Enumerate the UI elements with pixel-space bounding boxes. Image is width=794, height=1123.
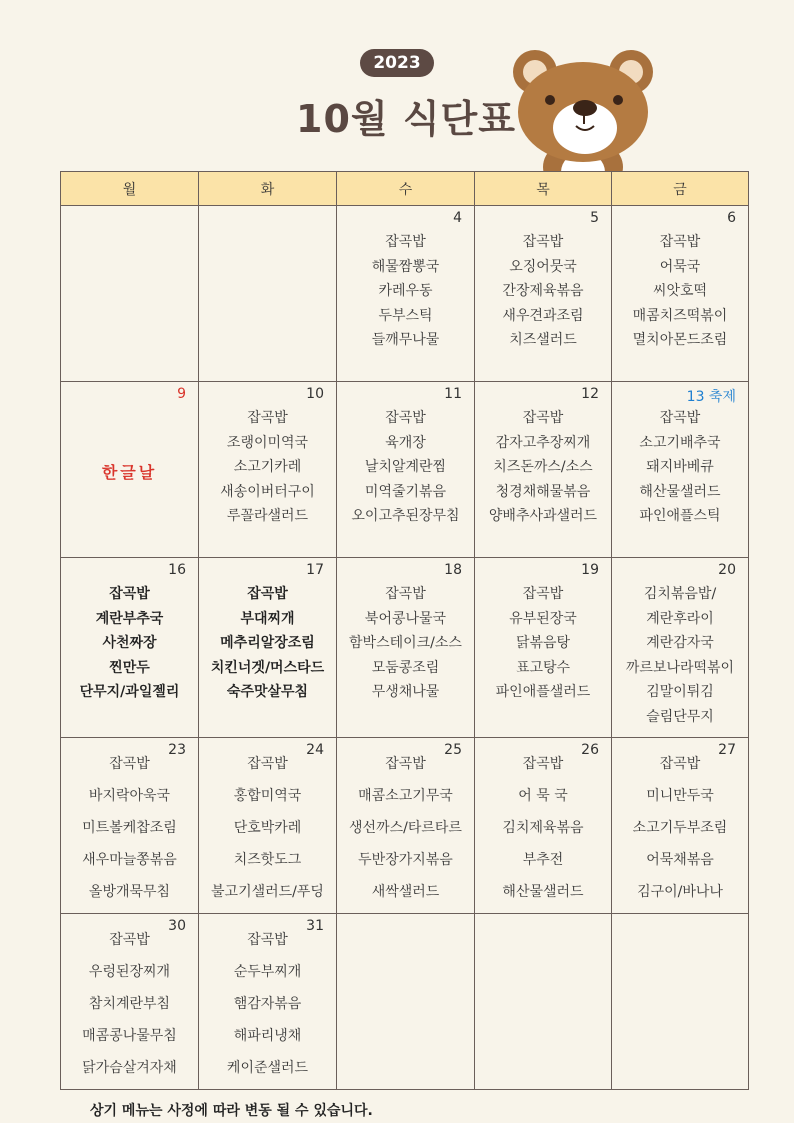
weekday-fri: 금 — [612, 172, 749, 206]
day-number: 9 — [177, 386, 186, 402]
menu-item: 해파리냉채 — [233, 1028, 302, 1044]
menu-list — [337, 382, 474, 529]
day-number: 12 — [581, 386, 599, 402]
menu-list — [199, 206, 336, 230]
menu-list — [337, 914, 474, 924]
menu-item: 숙주맛살무침 — [226, 684, 309, 700]
menu-item: 잡곡밥 — [522, 234, 564, 250]
menu-item: 치즈샐러드 — [509, 332, 577, 348]
menu-list — [475, 382, 611, 529]
menu-item: 매콤소고기무국 — [358, 788, 453, 804]
menu-list — [199, 382, 336, 529]
menu-item: 잡곡밥 — [247, 756, 288, 772]
day-number: 5 — [590, 210, 599, 226]
menu-item: 사천짜장 — [102, 635, 157, 651]
day-cell — [61, 206, 199, 382]
day-cell — [475, 206, 612, 382]
menu-item: 양배추사과샐러드 — [488, 508, 598, 524]
menu-item: 날치알계란찜 — [364, 459, 447, 475]
day-number: 16 — [168, 562, 186, 578]
menu-item: 새우견과조림 — [502, 307, 584, 324]
day-cell — [61, 738, 199, 914]
day-cell — [337, 382, 475, 558]
menu-item: 메추리알장조림 — [220, 635, 315, 651]
day-cell — [612, 206, 749, 382]
menu-item: 소고기배추국 — [639, 434, 721, 451]
day-number: 24 — [306, 742, 324, 758]
day-cell — [199, 206, 337, 382]
day-cell — [337, 206, 475, 382]
menu-item: 계란부추국 — [95, 610, 164, 627]
day-cell — [61, 914, 199, 1090]
week-row — [61, 914, 749, 1090]
day-cell — [199, 558, 337, 738]
menu-item: 유부된장국 — [509, 610, 577, 627]
week-row — [61, 738, 749, 914]
day-number: 13 축제 — [686, 389, 736, 405]
day-number: 31 — [306, 918, 324, 934]
menu-item: 미니만두국 — [646, 788, 714, 804]
menu-item: 까르보나라떡볶이 — [625, 659, 735, 676]
day-cell — [475, 914, 612, 1090]
day-number: 6 — [727, 210, 736, 226]
menu-item: 매콤치즈떡볶이 — [632, 307, 728, 324]
menu-item: 간장제육볶음 — [502, 283, 584, 299]
menu-item: 김치제육볶음 — [502, 820, 584, 836]
menu-item: 잡곡밥 — [247, 586, 288, 602]
menu-item: 해산물샐러드 — [502, 884, 584, 900]
menu-item: 찐만두 — [109, 659, 150, 676]
menu-list — [337, 206, 474, 353]
menu-item: 감자고추장찌개 — [495, 434, 591, 451]
menu-item: 북어콩나물국 — [364, 610, 447, 627]
day-number: 10 — [306, 386, 324, 402]
page-title: 10월 식단표 — [296, 97, 516, 141]
menu-item: 김치볶음밥/ — [643, 586, 717, 602]
day-number: 19 — [581, 562, 599, 578]
day-number: 23 — [168, 742, 186, 758]
menu-item: 참치계란부침 — [88, 996, 171, 1012]
menu-list — [61, 206, 198, 230]
menu-item: 어 묵 국 — [518, 788, 568, 804]
menu-item: 생선까스/타르타르 — [349, 820, 462, 836]
menu-item: 햄감자볶음 — [233, 996, 302, 1012]
menu-item: 소고기카레 — [233, 459, 302, 475]
menu-item: 계란감자국 — [646, 635, 714, 651]
menu-item: 조랭이미역국 — [226, 434, 309, 451]
menu-item: 순두부찌개 — [233, 964, 302, 980]
menu-list — [61, 558, 198, 705]
weekday-header-row — [61, 172, 749, 206]
menu-item: 무생채나물 — [371, 684, 440, 700]
day-cell — [199, 382, 337, 558]
menu-item: 잡곡밥 — [659, 234, 701, 250]
day-number: 30 — [168, 918, 186, 934]
menu-item: 잡곡밥 — [109, 756, 150, 772]
day-number: 4 — [453, 210, 462, 226]
menu-item: 닭볶음탕 — [515, 635, 571, 651]
day-cell — [61, 382, 199, 558]
day-number: 17 — [306, 562, 324, 578]
menu-item: 돼지바베큐 — [646, 459, 714, 475]
menu-list — [199, 738, 336, 908]
menu-item: 케이준샐러드 — [226, 1060, 309, 1076]
menu-item: 잡곡밥 — [659, 410, 701, 426]
menu-list — [612, 914, 748, 924]
menu-item: 새우마늘쫑볶음 — [82, 852, 177, 868]
menu-item: 잡곡밥 — [522, 586, 564, 602]
weekday-wed: 수 — [337, 172, 475, 206]
menu-list — [61, 914, 198, 1084]
day-cell — [612, 738, 749, 914]
menu-item: 두반장가지볶음 — [358, 852, 453, 868]
menu-item: 육개장 — [385, 434, 426, 451]
menu-item: 잡곡밥 — [109, 586, 150, 602]
menu-list — [612, 738, 748, 908]
day-number: 11 — [444, 386, 462, 402]
menu-list — [337, 738, 474, 908]
day-cell — [612, 914, 749, 1090]
menu-item: 부추전 — [522, 852, 564, 868]
day-cell — [612, 382, 749, 558]
menu-list — [61, 738, 198, 908]
week-row — [61, 382, 749, 558]
menu-item: 잡곡밥 — [385, 234, 426, 250]
menu-item: 잡곡밥 — [385, 410, 426, 426]
menu-item: 잡곡밥 — [385, 586, 426, 602]
menu-item: 우렁된장찌개 — [88, 964, 171, 980]
menu-item: 잡곡밥 — [522, 410, 564, 426]
menu-list — [475, 738, 611, 908]
menu-item: 김구이/바나나 — [637, 884, 723, 900]
menu-item: 부대찌개 — [240, 610, 295, 627]
day-cell — [199, 738, 337, 914]
menu-item: 단무지/과일젤리 — [79, 684, 180, 700]
menu-list — [199, 558, 336, 705]
menu-list — [612, 558, 748, 729]
menu-item: 잡곡밥 — [522, 756, 564, 772]
menu-item: 루꼴라샐러드 — [226, 508, 309, 524]
week-row — [61, 206, 749, 382]
menu-item: 오징어뭇국 — [509, 258, 577, 275]
menu-list — [199, 914, 336, 1084]
weekday-thu: 목 — [475, 172, 612, 206]
menu-item: 소고기두부조림 — [632, 820, 728, 836]
menu-item: 잡곡밥 — [247, 410, 288, 426]
weekday-tue: 화 — [199, 172, 337, 206]
menu-item: 잡곡밥 — [247, 932, 288, 948]
day-cell — [612, 558, 749, 738]
day-cell — [61, 558, 199, 738]
menu-item: 매콤콩나물무침 — [82, 1028, 177, 1044]
menu-item: 바지락아욱국 — [88, 788, 171, 804]
menu-item: 함박스테이크/소스 — [349, 635, 462, 651]
menu-item: 해물짬뽕국 — [371, 258, 440, 275]
menu-item: 불고기샐러드/푸딩 — [211, 884, 324, 900]
menu-item: 닭가슴살겨자채 — [82, 1060, 177, 1076]
day-cell — [199, 914, 337, 1090]
menu-list — [475, 206, 611, 353]
menu-item: 어묵국 — [659, 258, 701, 275]
menu-list — [337, 558, 474, 705]
day-cell — [475, 382, 612, 558]
meal-calendar — [60, 171, 749, 1090]
menu-item: 치즈핫도그 — [233, 852, 302, 868]
day-cell — [475, 558, 612, 738]
day-cell — [337, 738, 475, 914]
menu-item: 슬림단무지 — [646, 708, 714, 725]
menu-item: 홍합미역국 — [233, 788, 302, 804]
menu-item: 잡곡밥 — [659, 756, 701, 772]
menu-item: 미역줄기볶음 — [364, 483, 447, 500]
footer-notice: 상기 메뉴는 사정에 따라 변동 될 수 있습니다. — [90, 1103, 373, 1119]
menu-list — [475, 914, 611, 924]
year-badge: 2023 — [360, 49, 434, 77]
day-number: 20 — [718, 562, 736, 578]
menu-item: 오이고추된장무침 — [351, 508, 460, 524]
menu-item: 두부스틱 — [378, 307, 433, 324]
menu-item: 청경채해물볶음 — [495, 483, 591, 500]
menu-item: 해산물샐러드 — [639, 483, 721, 500]
menu-item: 치즈돈까스/소스 — [493, 459, 593, 475]
menu-item: 들깨무나물 — [371, 332, 440, 348]
menu-item: 새송이버터구이 — [220, 483, 315, 500]
day-number: 27 — [718, 742, 736, 758]
holiday-label: 한글날 — [101, 463, 158, 482]
menu-list — [475, 558, 611, 705]
menu-item: 올방개묵무침 — [88, 884, 171, 900]
menu-item: 표고탕수 — [515, 659, 571, 676]
menu-item: 새싹샐러드 — [371, 884, 440, 900]
week-row — [61, 558, 749, 738]
menu-item: 씨앗호떡 — [652, 283, 708, 299]
menu-item: 미트볼케찹조림 — [82, 820, 177, 836]
menu-item: 모둠콩조림 — [371, 659, 440, 676]
menu-item: 파인애플샐러드 — [495, 684, 591, 700]
day-cell — [475, 738, 612, 914]
day-number: 26 — [581, 742, 599, 758]
day-cell — [337, 558, 475, 738]
day-number: 25 — [444, 742, 462, 758]
menu-item: 계란후라이 — [646, 610, 714, 627]
menu-item: 단호박카레 — [233, 820, 302, 836]
day-number: 18 — [444, 562, 462, 578]
menu-item: 파인애플스틱 — [639, 508, 721, 524]
menu-item: 카레우동 — [378, 283, 433, 299]
day-cell — [337, 914, 475, 1090]
menu-item: 김말이튀김 — [646, 684, 714, 700]
menu-item: 멸치아몬드조림 — [632, 332, 728, 348]
menu-item: 어묵채볶음 — [646, 852, 714, 868]
menu-item: 잡곡밥 — [385, 756, 426, 772]
menu-list — [612, 206, 748, 353]
menu-item: 잡곡밥 — [109, 932, 150, 948]
weekday-mon: 월 — [61, 172, 199, 206]
menu-item: 치킨너겟/머스타드 — [210, 659, 325, 676]
